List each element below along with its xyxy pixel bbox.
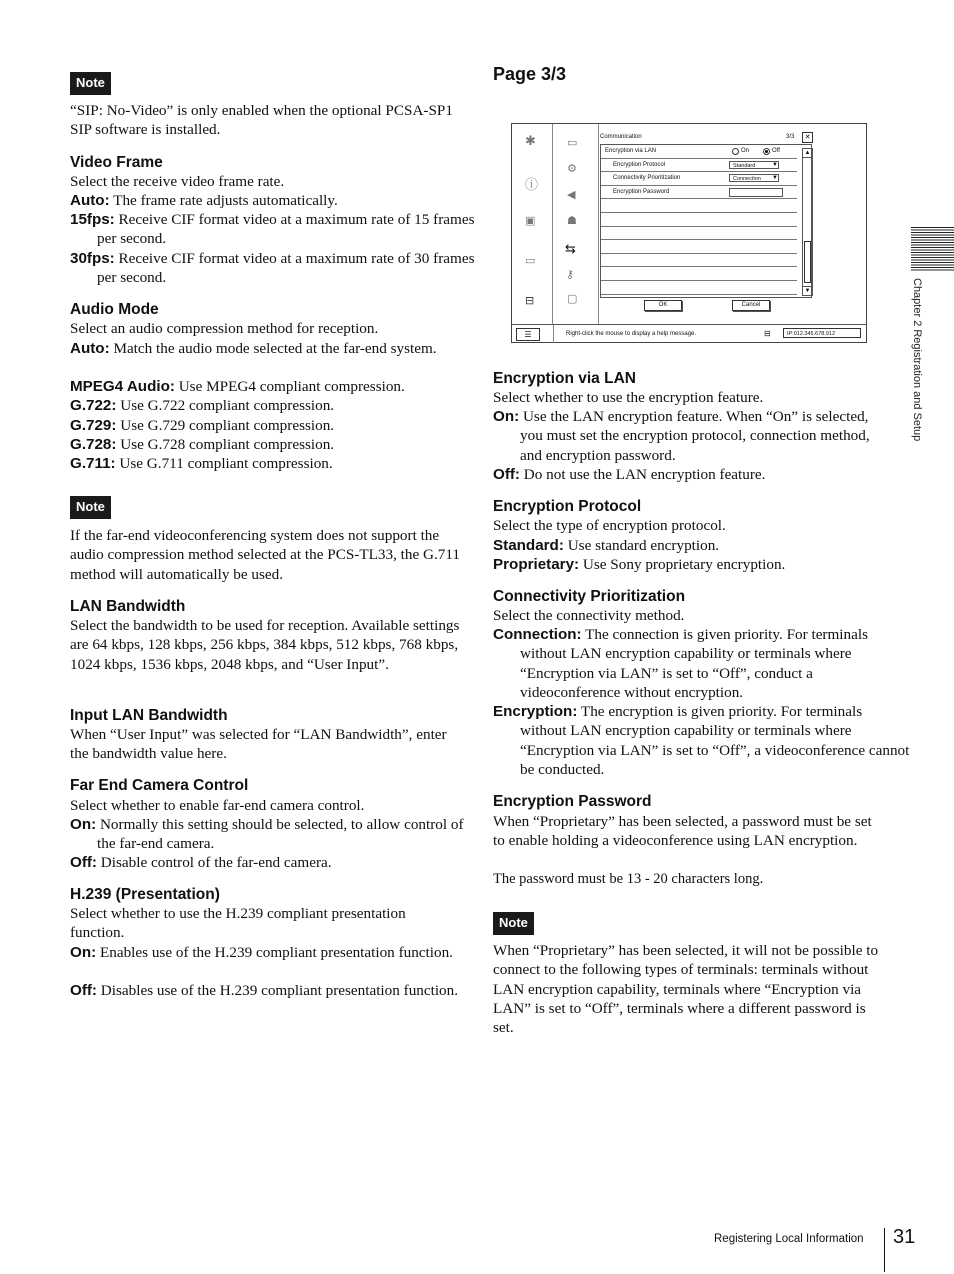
enc-protocol-intro: Select the type of encryption protocol.: [493, 517, 726, 534]
heading-connectivity-prioritization: Connectivity Prioritization: [493, 588, 686, 605]
camera-icon: ⚙: [567, 162, 577, 175]
row-encryption-password: Encryption Password: [601, 186, 797, 200]
list-row-empty: [601, 227, 797, 241]
password-input[interactable]: [729, 188, 783, 197]
audio-mode-auto: Auto: Match the audio mode selected at the far-end system.: [70, 340, 437, 357]
heading-input-lan-bandwidth: Input LAN Bandwidth: [70, 707, 228, 724]
close-icon[interactable]: ✕: [802, 132, 813, 143]
divider: [553, 325, 554, 343]
radio-on[interactable]: [732, 148, 739, 155]
enc-lan-on: On: Use the LAN encryption feature. When “On” is selected, you must set the encryption protocol, connection method, and encryption password.: [493, 408, 870, 464]
toolbox-icon: ⊟: [525, 294, 535, 307]
radio-on-label: On: [741, 148, 750, 154]
screen-left-sidebar: [512, 124, 553, 324]
network-status-icon: ⊟: [764, 329, 771, 338]
heading-video-frame: Video Frame: [70, 154, 163, 171]
contact-icon: ▣: [525, 214, 536, 227]
enc-lan-off: Off: Do not use the LAN encryption feature.: [493, 466, 766, 483]
page-heading: Page 3/3: [493, 64, 567, 84]
list-row-empty: [601, 281, 797, 295]
keyboard-icon: ▭: [525, 254, 536, 267]
note-label: Note: [70, 496, 111, 519]
key-icon: ⚷: [566, 268, 575, 281]
row-encryption-protocol: Encryption Protocol Standard ▼: [601, 159, 797, 173]
note-text: When “Proprietary” has been selected, it will not be possible to connect to the following types of terminals: terminals without LAN encryption capability, terminals where “Encryption via LAN” is set to “Off”, terminals where a different password is set.: [493, 942, 879, 1037]
info-icon: ⓘ: [525, 178, 539, 193]
enc-password-text: When “Proprietary” has been selected, a password must be set to enable holding a videoconference using LAN encryption.: [493, 813, 872, 850]
audio-mode-mpeg4: MPEG4 Audio: Use MPEG4 compliant compression.: [70, 378, 405, 395]
h239-intro: Select whether to use the H.239 compliant presentation function.: [70, 905, 406, 942]
list-row-empty: [601, 213, 797, 227]
list-row-empty: [601, 267, 797, 281]
far-end-intro: Select whether to enable far-end camera control.: [70, 797, 365, 814]
lan-bandwidth-text: Select the bandwidth to be used for reception. Available settings are 64 kbps, 128 kbps, 256 kbps, 384 kbps, 512 kbps, 768 kbps, 1024 kbps, 1536 kbps, 2048 kbps, and “User Input”.: [70, 617, 460, 673]
encryption-protocol-select[interactable]: Standard: [729, 161, 779, 169]
heading-far-end-camera: Far End Camera Control: [70, 777, 249, 794]
video-frame-auto: Auto: The frame rate adjusts automatically.: [70, 192, 338, 209]
enc-lan-intro: Select whether to use the encryption feature.: [493, 389, 764, 406]
audio-mode-g711: G.711: Use G.711 compliant compression.: [70, 455, 333, 472]
h239-on: On: Enables use of the H.239 compliant presentation function.: [70, 944, 453, 961]
list-row-empty: [601, 254, 797, 268]
ok-button[interactable]: OK: [644, 300, 682, 311]
audio-mode-intro: Select an audio compression method for reception.: [70, 320, 379, 337]
settings-screen-figure: [511, 123, 867, 343]
conn-prior-encryption: Encryption: The encryption is given priority. For terminals without LAN encryption capability or terminals where “Encryption via LAN” is set to “Off”, a videoconference cannot be conducted.: [493, 703, 910, 778]
heading-encryption-password: Encryption Password: [493, 793, 652, 810]
note-text: If the far-end videoconferencing system does not support the audio compression method selected at the PCS-TL33, the G.711 method will automatically be used.: [70, 527, 461, 583]
chapter-side-label: Chapter 2 Registration and Setup: [911, 278, 923, 442]
help-message: Right-click the mouse to display a help message.: [566, 331, 697, 337]
cancel-button[interactable]: Cancel: [732, 300, 770, 311]
note-text: “SIP: No-Video” is only enabled when the optional PCSA-SP1 SIP software is installed.: [70, 102, 453, 139]
h239-off: Off: Disables use of the H.239 compliant presentation function.: [70, 982, 459, 999]
footer-divider: [884, 1228, 885, 1272]
ip-address: IP:012.345.678.912: [783, 328, 861, 338]
radio-off-label: Off: [772, 148, 780, 154]
input-lan-text: When “User Input” was selected for “LAN Bandwidth”, enter the bandwidth value here.: [70, 726, 447, 763]
connectivity-select[interactable]: Connection: [729, 174, 779, 182]
monitor-icon: ▭: [567, 136, 578, 149]
footer-section-title: Registering Local Information: [714, 1233, 864, 1245]
enc-protocol-standard: Standard: Use standard encryption.: [493, 537, 720, 554]
heading-audio-mode: Audio Mode: [70, 301, 159, 318]
chapter-thumb-tab: [911, 227, 954, 271]
far-end-off: Off: Disable control of the far-end camera.: [70, 854, 332, 871]
screen-page-indicator: 3/3: [786, 134, 795, 140]
communication-icon: ⇆: [565, 242, 576, 257]
page-number: 31: [893, 1226, 916, 1248]
heading-encryption-via-lan: Encryption via LAN: [493, 370, 636, 387]
note-label: Note: [70, 72, 111, 95]
list-row-empty: [601, 240, 797, 254]
chevron-down-icon: ▼: [772, 175, 778, 182]
menu-icon[interactable]: ☰: [516, 328, 540, 341]
video-frame-15fps: 15fps: Receive CIF format video at a maximum rate of 15 frames per second.: [70, 211, 475, 248]
radio-off[interactable]: [763, 148, 770, 155]
audio-mode-g728: G.728: Use G.728 compliant compression.: [70, 436, 335, 453]
conn-prior-connection: Connection: The connection is given priority. For terminals without LAN encryption capability or terminals where “Encryption via LAN” is set to “Off”, conduct a videoconference without encryption.: [493, 626, 868, 701]
note-label: Note: [493, 912, 534, 935]
scroll-down-icon[interactable]: ▼: [804, 288, 811, 294]
scroll-thumb[interactable]: [804, 241, 811, 283]
list-row-empty: [601, 199, 797, 213]
heading-encryption-protocol: Encryption Protocol: [493, 498, 642, 515]
video-frame-intro: Select the receive video frame rate.: [70, 173, 285, 190]
screen-category-sidebar: [553, 124, 599, 324]
row-encryption-via-lan: Encryption via LAN On Off: [601, 145, 797, 159]
scroll-up-icon[interactable]: ▲: [804, 150, 811, 156]
enc-password-length: The password must be 13 - 20 characters long.: [493, 871, 764, 887]
audio-mode-g722: G.722: Use G.722 compliant compression.: [70, 397, 335, 414]
screen-status-bar: [512, 324, 866, 343]
audio-mode-g729: G.729: Use G.729 compliant compression.: [70, 417, 335, 434]
screen-title: Communication: [600, 134, 642, 140]
settings-list: [600, 144, 812, 298]
chevron-down-icon: ▼: [772, 161, 778, 168]
row-connectivity-prioritization: Connectivity Prioritization Connection ▼: [601, 172, 797, 186]
frame-icon: ▢: [567, 292, 578, 305]
far-end-on: On: Normally this setting should be selected, to allow control of the far-end camera.: [70, 816, 464, 853]
enc-protocol-proprietary: Proprietary: Use Sony proprietary encryption.: [493, 556, 786, 573]
heading-h239: H.239 (Presentation): [70, 886, 220, 903]
conn-prior-intro: Select the connectivity method.: [493, 607, 685, 624]
scrollbar[interactable]: [802, 148, 813, 296]
network-icon: ☗: [567, 214, 577, 227]
speaker-icon: ◀: [567, 188, 576, 201]
heading-lan-bandwidth: LAN Bandwidth: [70, 598, 186, 615]
video-frame-30fps: 30fps: Receive CIF format video at a maximum rate of 30 frames per second.: [70, 250, 475, 287]
robot-icon: ✱: [525, 134, 536, 149]
